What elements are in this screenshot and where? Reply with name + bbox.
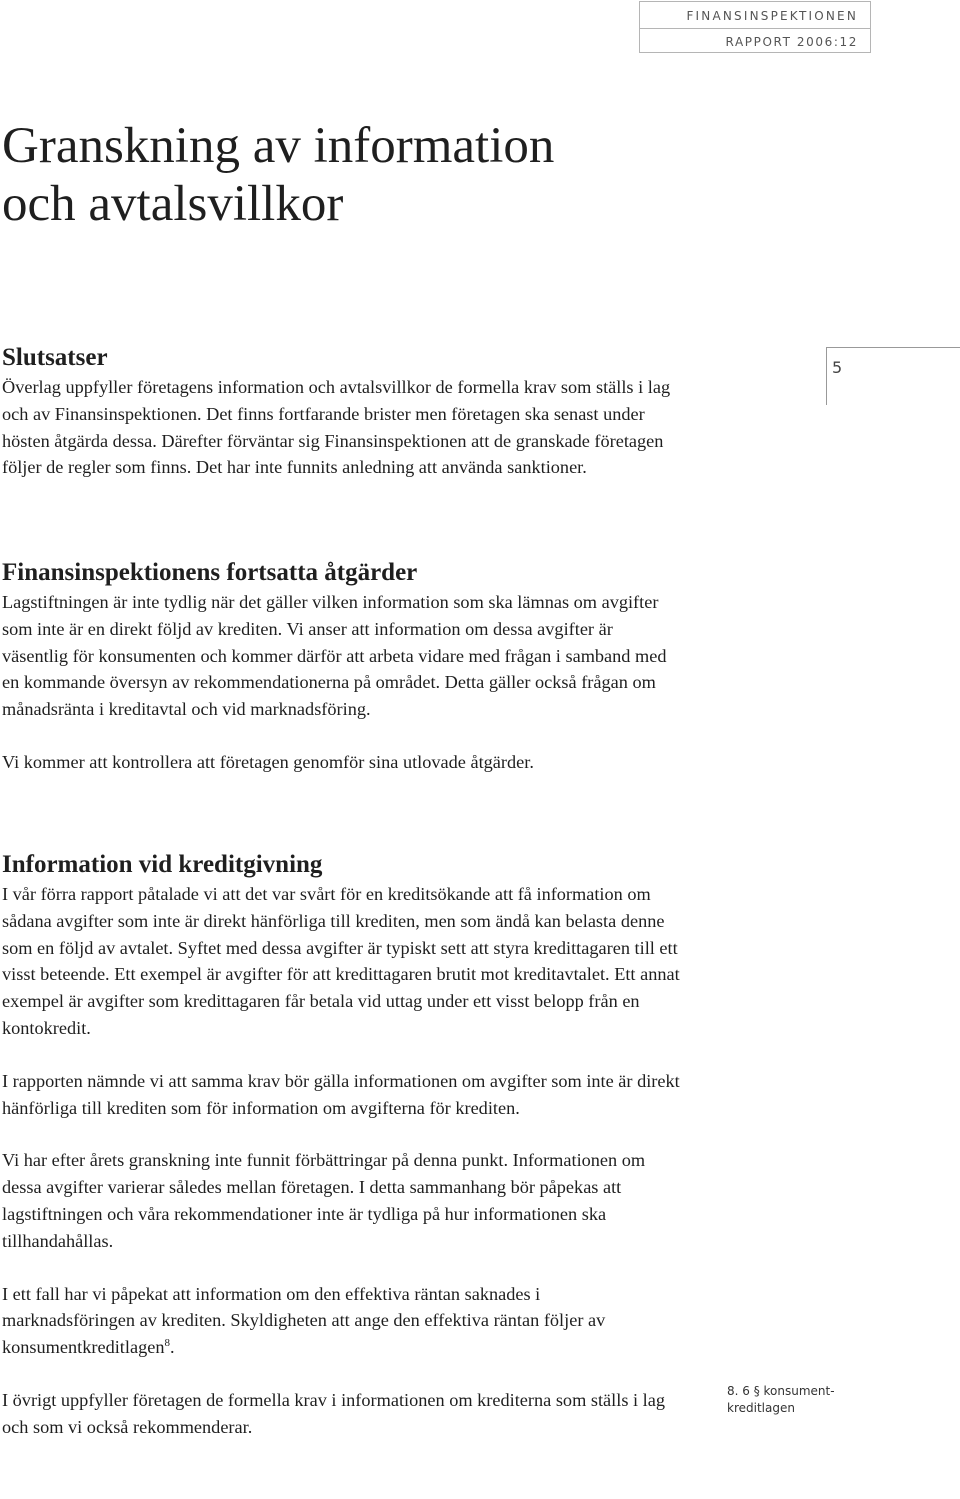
paragraph: I rapporten nämnde vi att samma krav bör gälla informationen om avgifter som inte är direkt hänförliga till krediten som för information om avgifterna för krediten. [2, 1070, 680, 1118]
footnote: 8. 6 § konsument-kreditlagen [727, 1384, 835, 1415]
footnote-reference: 8 [164, 1337, 170, 1350]
organization-name: FINANSINSPEKTIONEN [686, 9, 858, 23]
paragraph: Överlag uppfyller företagens information och avtalsvillkor de formella krav som ställs i lag och av Finansinspektionen. Det finns fortfarande brister men företagen ska senast under hösten åtgärda dessa. Därefter förväntar sig Finansinspektionen att de granskade företagen följer de regler som finns. Det har inte funnits anledning att använda sanktioner. [2, 377, 671, 478]
page-title-line-2: och avtalsvillkor [2, 176, 344, 232]
section-information-kreditgivning [2, 849, 702, 1441]
paragraph: I övrigt uppfyller företagen de formella krav i informationen om krediterna som ställs i lag och som vi också rekommenderar. [2, 1389, 665, 1437]
paragraph: Vi har efter årets granskning inte funnit förbättringar på denna punkt. Informationen om dessa avgifter varierar således mellan företagen. I detta sammanhang bör påpekas att lagstiftningen och våra rekommendationer inte är tydliga på hur informationen ska tillhandahållas. [2, 1150, 646, 1251]
report-header [639, 1, 871, 53]
page-number: 5 [826, 347, 960, 405]
header-divider [640, 28, 870, 29]
paragraph-text: I ett fall har vi påpekat att information om den effektiva räntan saknades i marknadsföringen av krediten. Skyldigheten att ange den effektiva räntan följer av konsumentkreditlagen [2, 1283, 606, 1358]
report-number: RAPPORT 2006:12 [725, 35, 858, 49]
page-title-line-1: Granskning av information [2, 118, 555, 174]
section-heading: Information vid kreditgivning [2, 851, 323, 878]
paragraph: I vår förra rapport påtalade vi att det var svårt för en kreditsökande att få information om sådana avgifter som inte är direkt hänförliga till krediten, men som ändå kan belasta denne som en följd av avtalet. Syftet med dessa avgifter är typiskt sett att styra kredittagaren till ett visst beteende. Ett exempel är avgifter för att kredittagaren brutit mot kreditavtalet. Ett annat exempel är avgifter som kredittagaren får betala vid uttag under ett visst belopp från en kontokredit. [2, 884, 680, 1038]
section-slutsatser [2, 342, 702, 481]
page-title [2, 117, 554, 233]
section-fortsatta-atgarder [2, 557, 702, 776]
paragraph: Vi kommer att kontrollera att företagen genomför sina utlovade åtgärder. [2, 751, 534, 772]
paragraph: I ett fall har vi påpekat att information om den effektiva räntan saknades i marknadsföringen av krediten. Skyldigheten att ange den effektiva räntan följer av konsumentkreditlagen$^8$. [2, 1283, 606, 1358]
paragraph: Lagstiftningen är inte tydlig när det gäller vilken information som ska lämnas om avgifter som inte är en direkt följd av krediten. Vi anser att information om dessa avgifter är väsentlig för konsumenten och kommer därför att arbeta vidare med frågan i samband med en kommande översyn av rekommendationerna på området. Detta gäller också frågan om månadsränta i kreditavtal och vid marknadsföring. [2, 592, 667, 720]
section-heading: Slutsatser [2, 344, 108, 371]
section-heading: Finansinspektionens fortsatta åtgärder [2, 559, 418, 586]
